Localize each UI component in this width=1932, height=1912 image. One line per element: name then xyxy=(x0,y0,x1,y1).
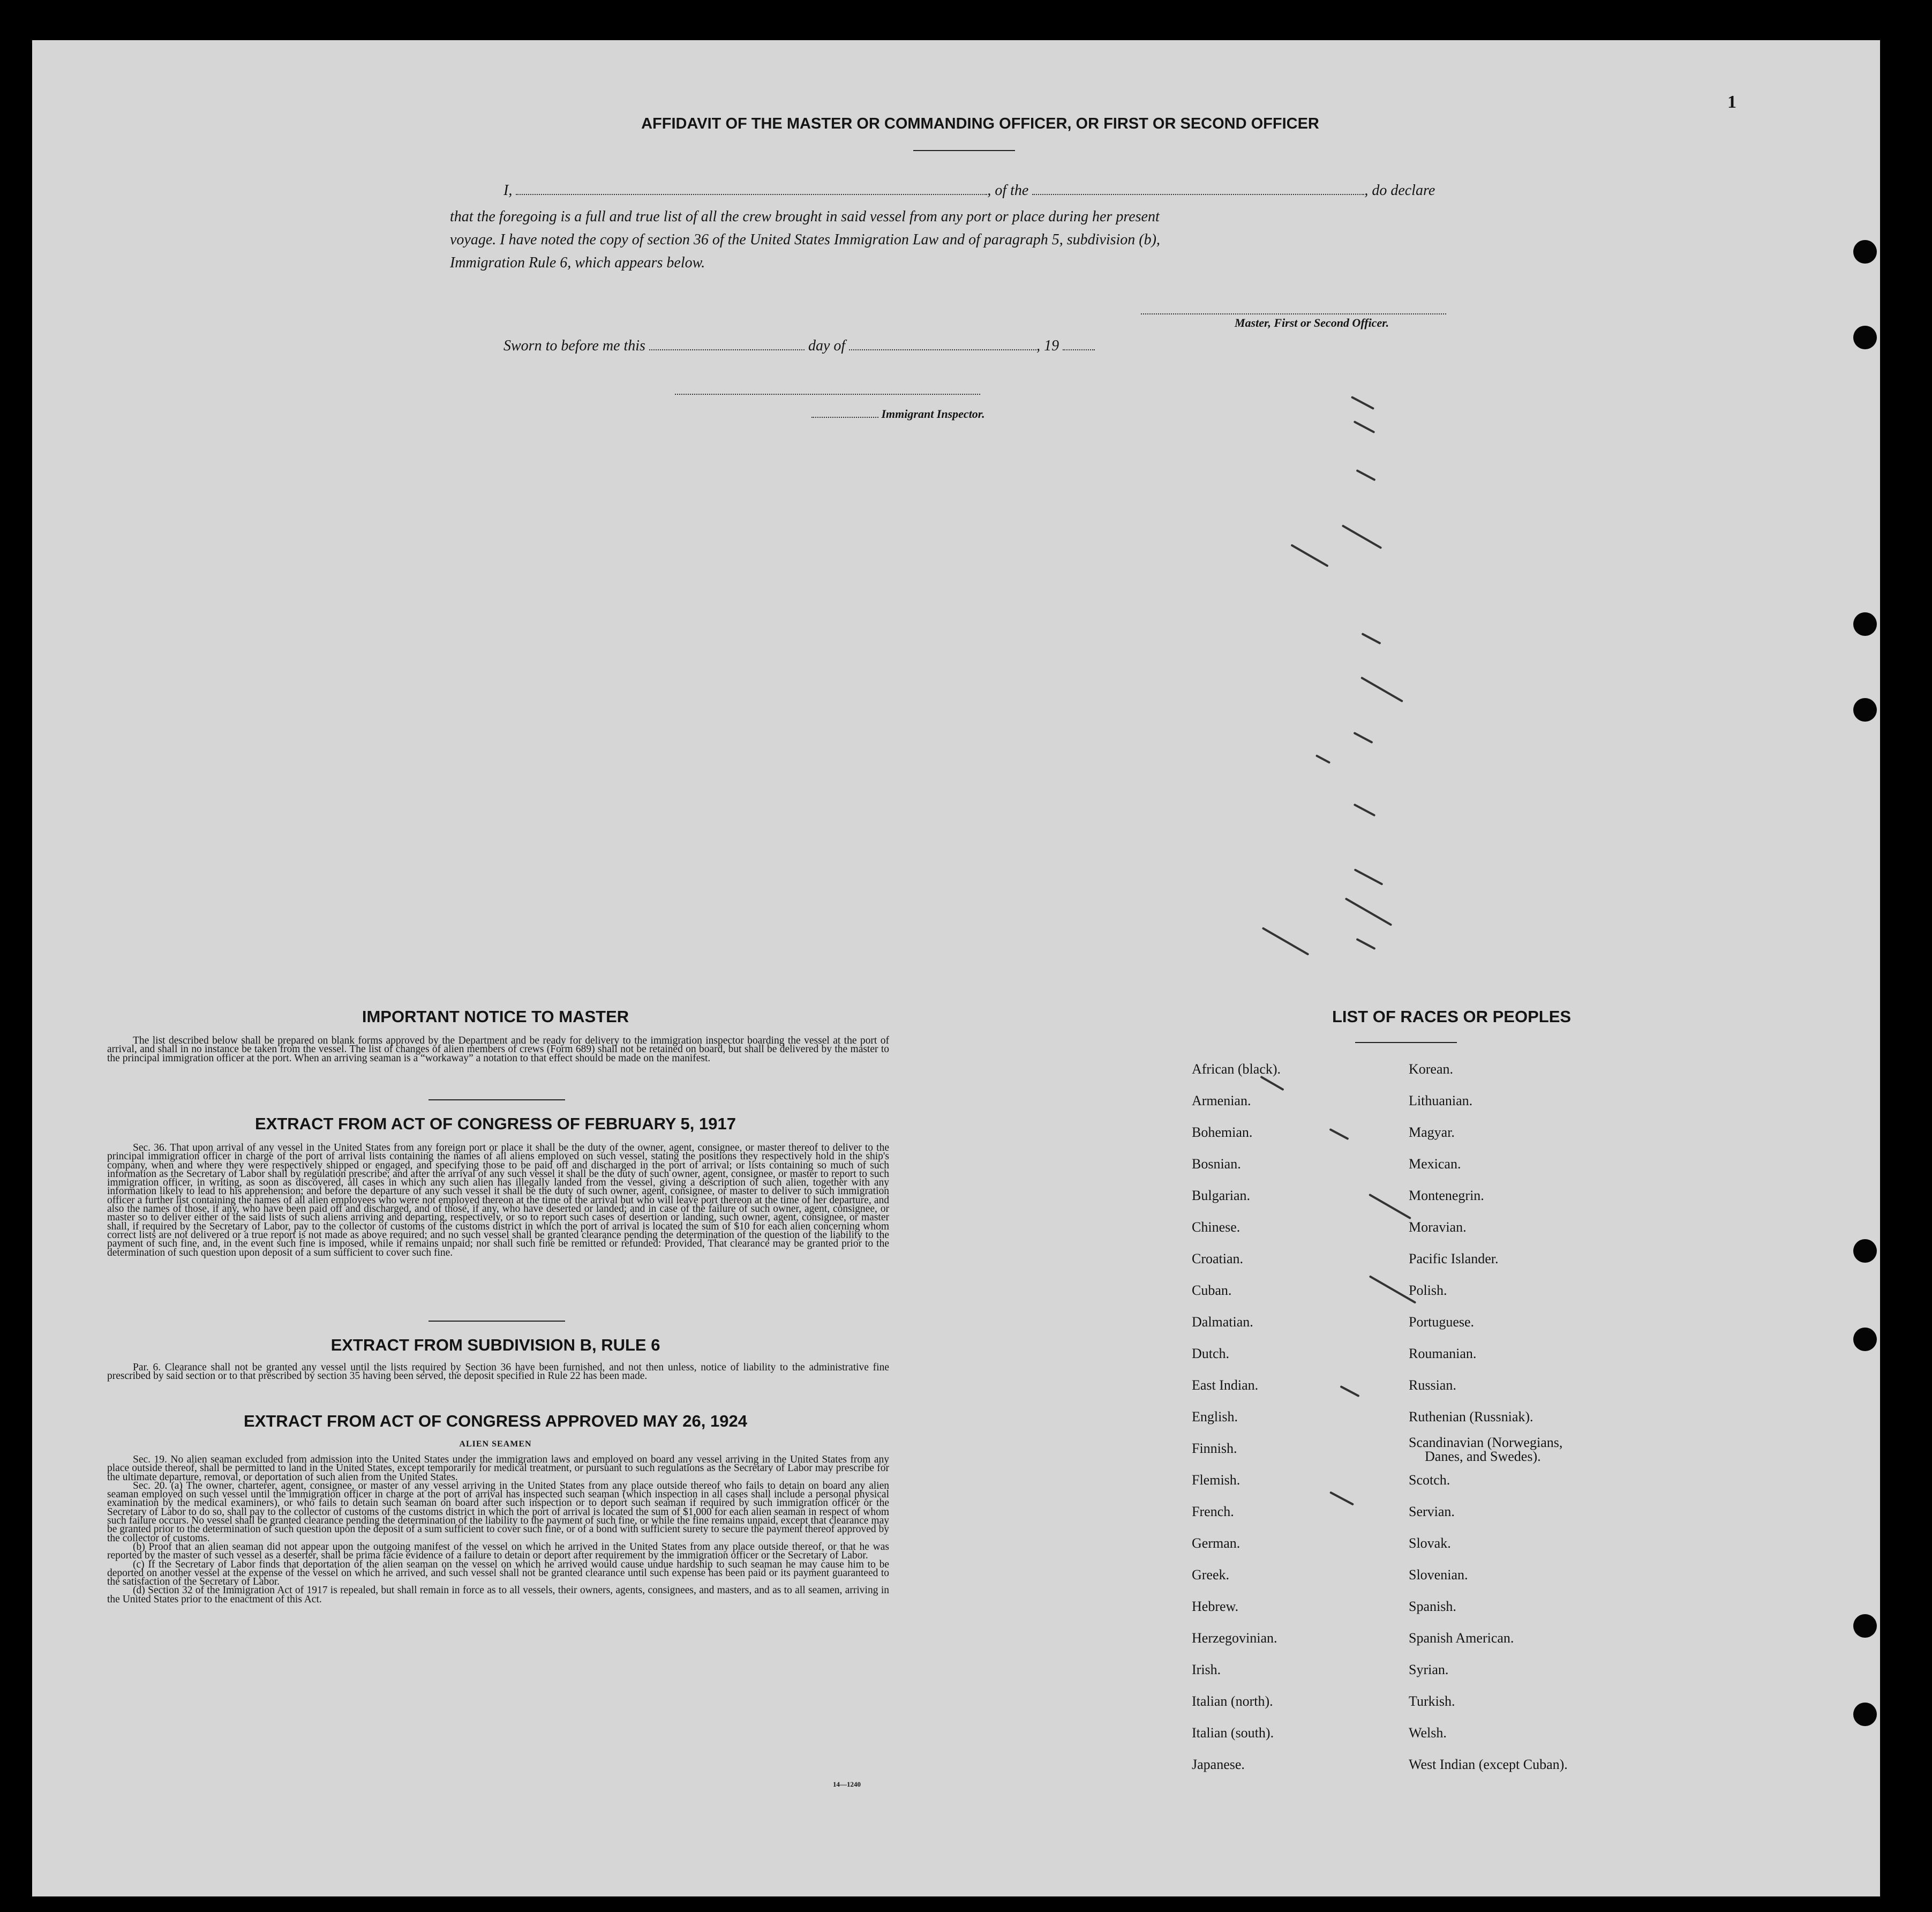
race-item: Magyar. xyxy=(1409,1124,1455,1140)
race-item: Bosnian. xyxy=(1192,1156,1241,1172)
section-19-paragraph: Sec. 19. No alien seaman excluded from admission into the United States under the immigration laws and employed on board any vessel arriving in the United States from any place outside thereof, shall be permitted to land in the United States, except temporarily for medical treatment, or pursuant to such regulations as the Secretary of Labor may prescribe for the ultimate departure, removal, or deportation of such alien from the United States. xyxy=(107,1454,889,1483)
race-item: Finnish. xyxy=(1192,1441,1237,1456)
binder-hole xyxy=(1853,698,1877,722)
extract-1917-title: EXTRACT FROM ACT OF CONGRESS OF FEBRUARY 5, 1917 xyxy=(255,1114,736,1133)
race-item: Lithuanian. xyxy=(1409,1093,1473,1108)
notice-paragraph: The list described below shall be prepared on blank forms approved by the Department and be ready for delivery to the immigration inspector boarding the vessel at the port of arrival, and shall in no instance be taken from the vessel. The list of changes of alien members of crews (Form 689) shall not be retained on board, but shall be delivered by the master to the principal immigration officer at the port. When an arriving seaman is a “workaway” a notation to that effect should be made on the manifest. xyxy=(107,1035,889,1064)
sworn-year-label: , 19 xyxy=(1036,338,1059,354)
divider xyxy=(429,1321,565,1322)
inspector-label-row xyxy=(811,407,985,421)
paragraph-6: Par. 6. Clearance shall not be granted any vessel until the lists required by Section 36 have been furnished, and not then unless, notice of liability to the administrative fine prescribed by said section or to that prescribed by section 35 having been served, the deposit specified in Rule 22 has been made. xyxy=(107,1362,889,1382)
binder-hole xyxy=(1853,1239,1877,1263)
race-item: Roumanian. xyxy=(1409,1346,1477,1361)
race-item: Portuguese. xyxy=(1409,1314,1475,1330)
sworn-month-field[interactable] xyxy=(849,349,1036,350)
extract-1924-text xyxy=(107,1456,889,1604)
signature-line[interactable] xyxy=(1141,313,1446,314)
race-item: Bulgarian. xyxy=(1192,1188,1251,1203)
sworn-line xyxy=(503,338,1095,355)
sworn-day-label: day of xyxy=(808,338,846,354)
declaration-i: I, xyxy=(503,182,513,199)
binder-hole xyxy=(1853,612,1877,636)
affidavit-body-line: voyage. I have noted the copy of section 36 of the United States Immigration Law and of paragraph 5, subdivision (b), xyxy=(450,231,1160,248)
race-item: Polish. xyxy=(1409,1283,1447,1298)
race-item: Montenegrin. xyxy=(1409,1188,1484,1203)
sworn-prefix: Sworn to before me this xyxy=(503,338,645,354)
form-number: 14—1240 xyxy=(833,1780,861,1788)
inspector-label: Immigrant Inspector. xyxy=(881,407,985,421)
divider xyxy=(1355,1042,1457,1043)
race-item: Servian. xyxy=(1409,1504,1455,1519)
race-item: Dutch. xyxy=(1192,1346,1230,1361)
race-item: Italian (north). xyxy=(1192,1693,1273,1709)
race-item: Croatian. xyxy=(1192,1251,1244,1266)
sworn-day-field[interactable] xyxy=(649,349,805,350)
race-item: Slovenian. xyxy=(1409,1567,1468,1583)
notice-title: IMPORTANT NOTICE TO MASTER xyxy=(362,1007,629,1026)
inspector-name-field[interactable] xyxy=(811,417,878,418)
race-item: Spanish. xyxy=(1409,1599,1456,1614)
margin-mark: 1 xyxy=(1727,92,1736,112)
race-item: Chinese. xyxy=(1192,1219,1241,1235)
race-item-continuation: Danes, and Swedes). xyxy=(1425,1449,1541,1464)
binder-hole xyxy=(1853,1703,1877,1726)
extract-1917-text xyxy=(107,1144,889,1257)
race-item: Irish. xyxy=(1192,1662,1221,1677)
binder-hole xyxy=(1853,240,1877,264)
race-item: Turkish. xyxy=(1409,1693,1455,1709)
races-title: LIST OF RACES OR PEOPLES xyxy=(1332,1007,1572,1026)
binder-hole xyxy=(1853,326,1877,349)
race-item: Armenian. xyxy=(1192,1093,1251,1108)
race-item: Herzegovinian. xyxy=(1192,1630,1277,1646)
extract-rule6-text xyxy=(107,1363,889,1381)
document-page xyxy=(32,40,1880,1896)
race-item: West Indian (except Cuban). xyxy=(1409,1757,1568,1772)
declaration-line xyxy=(503,182,1532,199)
signature-label: Master, First or Second Officer. xyxy=(1235,316,1389,329)
declaration-do-declare: , do declare xyxy=(1364,182,1435,199)
race-item: Italian (south). xyxy=(1192,1725,1274,1741)
section-36-paragraph: Sec. 36. That upon arrival of any vessel in the United States from any foreign port or place it shall be the duty of the owner, agent, consignee, or master thereof to deliver to the principal immigration officer in charge of the port of arrival lists containing the names of all aliens employed on such vessel, stating the positions they respectively hold in the ship's company, when and where they were respectively shipped or engaged, and specifying those to be paid off and discharged in the port of arrival; or lists containing so much of such information as the Secretary of Labor shall by regulation prescribe; and after the arrival of any such vessel it shall be the duty of such owner, agent, consignee, or master to report to such immigration officer, in writing, as soon as discovered, all cases in which any such alien has illegally landed from the vessel, giving a description of such alien, together with any information likely to lead to his apprehension; and before the departure of any such vessel it shall be the duty of such owner, agent, consignee, or master to deliver to such immigration officer a further list containing the names of all alien employees who were not employed thereon at the time of the arrival but who will leave port thereon at the time of her departure, and also the names of those, if any, who have been paid off and discharged, and of those, if any, who have deserted or landed; and in case of the failure of such owner, agent, consignee, or master so to deliver either of the said lists of such aliens arriving and departing, respectively, or so to report such cases of desertion or landing, such owner, agent, consignee, or master shall, if required by the Secretary of Labor, pay to the collector of customs of the customs district in which the port of arrival is located the sum of $10 for each alien concerning whom correct lists are not delivered or a true report is not made as above required; and no such vessel shall be granted clearance pending the determination of the question of the liability to the payment of such fine, and, in the event such fine is imposed, while it remains unpaid; nor shall such fine be remitted or refunded: Provided, That clearance may be granted prior to the determination of such question upon deposit of a sum sufficient to cover such fine. xyxy=(107,1142,889,1258)
divider xyxy=(913,150,1015,151)
affidavit-body-line: that the foregoing is a full and true list of all the crew brought in said vessel from any port or place during her present xyxy=(450,208,1160,225)
race-item: Greek. xyxy=(1192,1567,1230,1583)
race-item: Pacific Islander. xyxy=(1409,1251,1499,1266)
affidavit-body-line: Immigration Rule 6, which appears below. xyxy=(450,254,705,271)
race-item: Bohemian. xyxy=(1192,1124,1253,1140)
race-item: East Indian. xyxy=(1192,1377,1259,1393)
vessel-field[interactable] xyxy=(1032,194,1364,195)
race-item: Scotch. xyxy=(1409,1472,1450,1488)
race-item: Scandinavian (Norwegians, xyxy=(1409,1435,1563,1450)
section-20c-paragraph: (c) If the Secretary of Labor finds that deportation of the alien seaman on the vessel on which he arrived would cause undue hardship to such seaman he may cause him to be deported on another vessel at the expense of the vessel on which he arrived, and such vessel shall not be granted clearance until such expense has been paid or its payment guaranteed to the satisfaction of the Secretary of Labor. xyxy=(107,1558,889,1588)
section-20d-paragraph: (d) Section 32 of the Immigration Act of 1917 is repealed, but shall remain in force as to all vessels, their owners, agents, consignees, and masters, and as to all seamen, arriving in the United States prior to the enactment of this Act. xyxy=(107,1585,889,1605)
race-item: Welsh. xyxy=(1409,1725,1447,1741)
binder-hole xyxy=(1853,1328,1877,1351)
sworn-year-field[interactable] xyxy=(1063,349,1095,350)
race-item: French. xyxy=(1192,1504,1234,1519)
race-item: Slovak. xyxy=(1409,1535,1451,1551)
race-item: English. xyxy=(1192,1409,1238,1424)
race-item: Dalmatian. xyxy=(1192,1314,1253,1330)
affidavit-body xyxy=(450,205,1543,274)
divider xyxy=(429,1099,565,1100)
race-item: Ruthenian (Russniak). xyxy=(1409,1409,1533,1424)
section-20a-paragraph: Sec. 20. (a) The owner, charterer, agent, consignee, or master of any vessel arriving in the United States from any place outside thereof who fails to detain on board any alien seaman employed on such vessel until the immigration officer in charge at the port of arrival has inspected such seaman (which inspection in all cases shall include a personal physical examination by the medical examiners), or who fails to detain such seaman on board after such inspection or to deport such seaman if required by such immigration officer or the Secretary of Labor to do so, shall pay to the collector of customs of the customs district in which the port of arrival is located the sum of $1,000 for each alien seaman in respect of whom such failure occurs. No vessel shall be granted clearance pending the determination of the liability to the payment of such fine, or while the fine remains unpaid, except that clearance may be granted prior to the determination of such question upon the deposit of a sum sufficient to cover such fine, or of a bond with sufficient surety to secure the payment thereof approved by the collector of customs. xyxy=(107,1480,889,1544)
race-item: Hebrew. xyxy=(1192,1599,1239,1614)
race-item: Spanish American. xyxy=(1409,1630,1514,1646)
inspector-signature-line[interactable] xyxy=(675,394,980,395)
extract-rule6-title: EXTRACT FROM SUBDIVISION B, RULE 6 xyxy=(330,1336,660,1354)
race-item: Moravian. xyxy=(1409,1219,1467,1235)
name-field[interactable] xyxy=(516,194,987,195)
section-20b-paragraph: (b) Proof that an alien seaman did not appear upon the outgoing manifest of the vessel on which he arrived in the United States from any place outside thereof, or that he was reported by the master of such vessel as a deserter, shall be prima facie evidence of a failure to detain or deport after requirement by the immigration officer or the Secretary of Labor. xyxy=(107,1541,889,1562)
race-item: Russian. xyxy=(1409,1377,1456,1393)
declaration-of-the: , of the xyxy=(987,182,1029,199)
race-item: African (black). xyxy=(1192,1061,1281,1077)
extract-1924-title: EXTRACT FROM ACT OF CONGRESS APPROVED MAY 26, 1924 xyxy=(244,1412,747,1430)
race-item: Japanese. xyxy=(1192,1757,1245,1772)
notice-text xyxy=(107,1037,889,1063)
alien-seamen-subtitle: ALIEN SEAMEN xyxy=(459,1439,532,1449)
race-item: Korean. xyxy=(1409,1061,1454,1077)
race-item: Flemish. xyxy=(1192,1472,1241,1488)
race-item: Cuban. xyxy=(1192,1283,1232,1298)
binder-hole xyxy=(1853,1614,1877,1638)
affidavit-title: AFFIDAVIT OF THE MASTER OR COMMANDING OFFICER, OR FIRST OR SECOND OFFICER xyxy=(641,115,1319,132)
race-item: Syrian. xyxy=(1409,1662,1449,1677)
race-item: German. xyxy=(1192,1535,1241,1551)
race-item: Mexican. xyxy=(1409,1156,1461,1172)
